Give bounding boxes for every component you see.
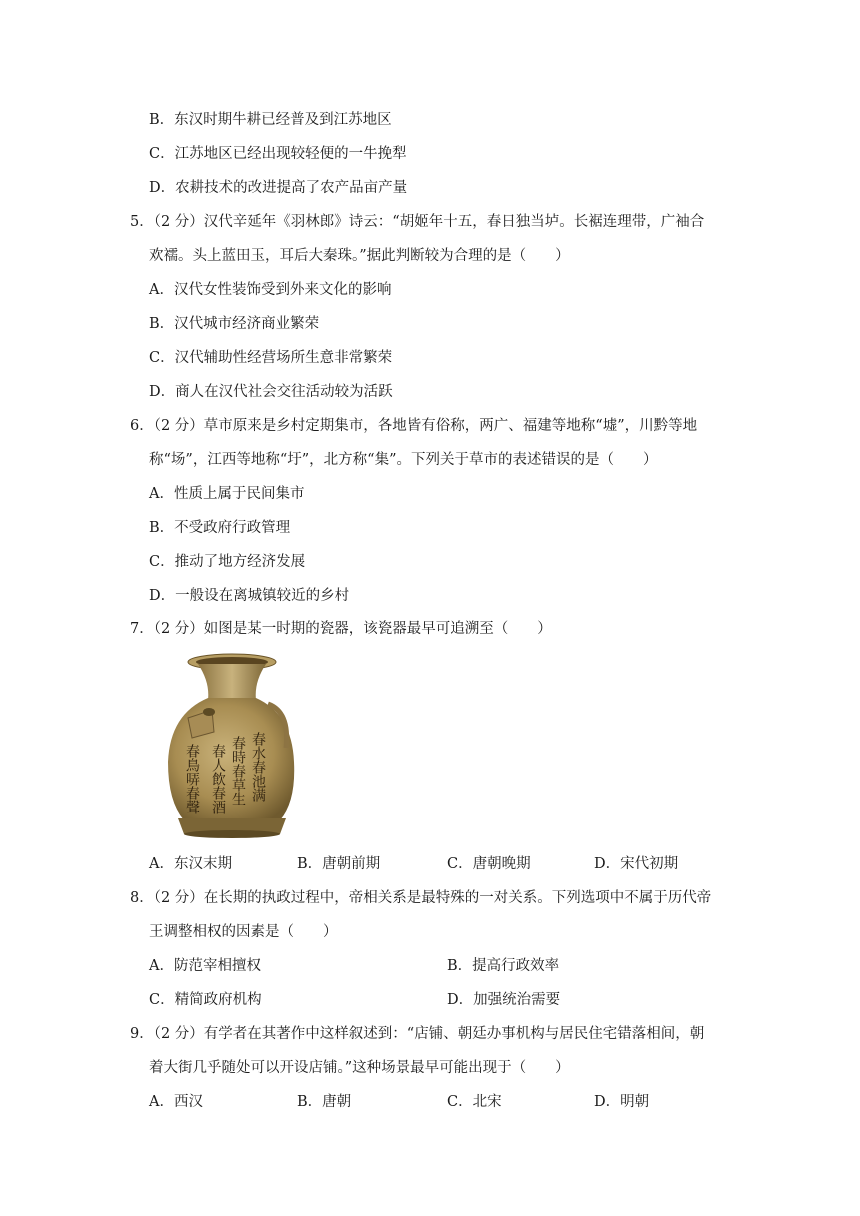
question-9-stem-continued: 着大街几乎随处可以开设店铺。”这种场景最早可能出现于（ ） <box>149 1060 570 1076</box>
question-7-option-c: C．唐朝晚期 <box>447 856 531 872</box>
question-6-option-b: B．不受政府行政管理 <box>149 520 291 536</box>
question-8-stem: 8．（2 分）在长期的执政过程中，帝相关系是最特殊的一对关系。下列选项中不属于历代帝 <box>130 890 712 906</box>
question-5-option-a: A．汉代女性装饰受到外来文化的影响 <box>149 282 392 298</box>
porcelain-vase-image <box>148 652 298 840</box>
question-9-stem: 9．（2 分）有学者在其著作中这样叙述到：“店铺、朝廷办事机构与居民住宅错落相间，朝 <box>130 1026 705 1042</box>
question-8-option-a: A．防范宰相擅权 <box>149 958 261 974</box>
question-6-option-a: A．性质上属于民间集市 <box>149 486 305 502</box>
question-7-stem: 7．（2 分）如图是某一时期的瓷器，该瓷器最早可追溯至（ ） <box>130 621 552 637</box>
question-7-option-b: B．唐朝前期 <box>297 856 381 872</box>
question-7-option-a: A．东汉末期 <box>149 856 232 872</box>
question-9-option-c: C．北宋 <box>447 1094 502 1110</box>
question-7-option-d: D．宋代初期 <box>594 856 679 872</box>
question-5-option-d: D．商人在汉代社会交往活动较为活跃 <box>149 384 393 400</box>
vase-inscription-col1: 春水春池满 <box>250 732 266 802</box>
question-5-stem: 5．（2 分）汉代辛延年《羽林郎》诗云：“胡姬年十五，春日独当垆。长裾连理带，广袖合 <box>130 214 705 230</box>
question-5-option-b: B．汉代城市经济商业繁荣 <box>149 316 320 332</box>
question-9-option-d: D．明朝 <box>594 1094 650 1110</box>
vase-inscription-col3: 春人飲春酒 <box>210 744 226 814</box>
question-6-stem-continued: 称“场”，江西等地称“圩”，北方称“集”。下列关于草市的表述错误的是（ ） <box>149 452 658 468</box>
question-8-option-b: B．提高行政效率 <box>447 958 560 974</box>
question-8-stem-continued: 王调整相权的因素是（ ） <box>149 924 338 940</box>
question-9-option-b: B．唐朝 <box>297 1094 352 1110</box>
option-d: D．农耕技术的改进提高了农产品亩产量 <box>149 180 408 196</box>
option-b: B．东汉时期牛耕已经普及到江苏地区 <box>149 112 392 128</box>
question-9-option-a: A．西汉 <box>149 1094 203 1110</box>
vase-inscription-col2: 春時春草生 <box>230 736 246 806</box>
question-8-option-d: D．加强统治需要 <box>447 992 561 1008</box>
option-c: C．江苏地区已经出现较轻便的一牛挽犁 <box>149 146 407 162</box>
question-6-option-d: D．一般设在离城镇较近的乡村 <box>149 588 350 604</box>
question-5-stem-continued: 欢襦。头上蓝田玉，耳后大秦珠。”据此判断较为合理的是（ ） <box>149 248 570 264</box>
question-6-option-c: C．推动了地方经济发展 <box>149 554 306 570</box>
question-6-stem: 6．（2 分）草市原来是乡村定期集市，各地皆有俗称，两广、福建等地称“墟”，川黔等地 <box>130 418 698 434</box>
vase-inscription-col4: 春鳥哢春聲 <box>184 744 200 814</box>
question-8-option-c: C．精简政府机构 <box>149 992 262 1008</box>
question-5-option-c: C．汉代辅助性经营场所生意非常繁荣 <box>149 350 393 366</box>
